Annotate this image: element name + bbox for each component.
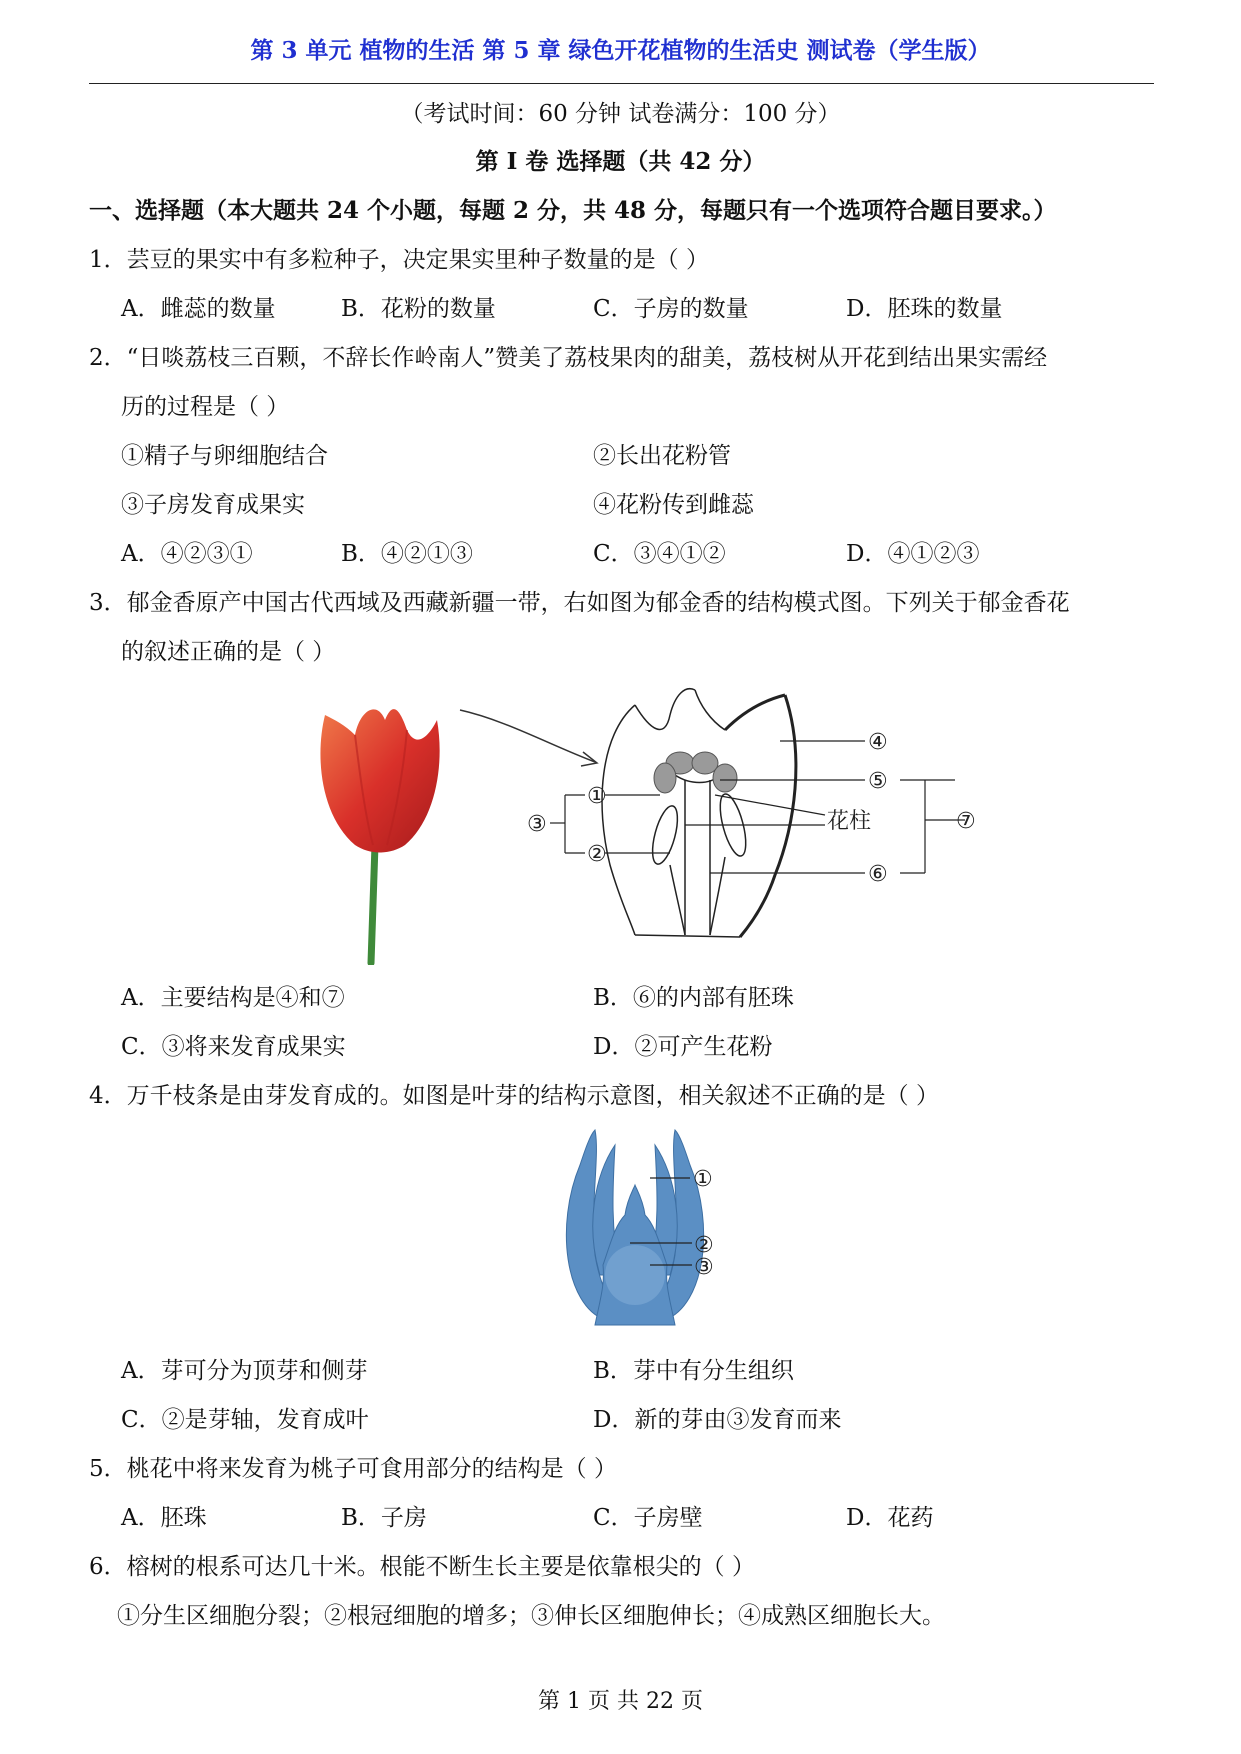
q5-option-d: D．花药 — [846, 1505, 934, 1531]
tulip-photo — [315, 695, 455, 965]
q2-option-a: A．④②③① — [121, 541, 253, 567]
part-title: 第 I 卷 选择题（共 42 分） — [475, 148, 766, 175]
question-1-stem: 1．芸豆的果实中有多粒种子，决定果实里种子数量的是（ ） — [89, 247, 709, 273]
q4-option-a: A．芽可分为顶芽和侧芽 — [121, 1358, 368, 1384]
q3-option-c: C．③将来发育成果实 — [121, 1034, 346, 1060]
question-2-stem-line1: 2．“日啖荔枝三百颗，不辞长作岭南人”赞美了荔枝果肉的甜美，荔枝树从开花到结出果实需经 — [89, 345, 1048, 371]
q5-option-b: B．子房 — [341, 1505, 427, 1531]
tulip-label-style: 花柱 — [827, 809, 872, 834]
q3-option-d: D．②可产生花粉 — [593, 1034, 773, 1060]
tulip-label-5: ⑤ — [868, 769, 888, 794]
page-footer: 第 1 页 共 22 页 — [538, 1689, 703, 1714]
question-5-stem: 5．桃花中将来发育为桃子可食用部分的结构是（ ） — [89, 1456, 617, 1482]
q2-item-1: ①精子与卵细胞结合 — [121, 443, 328, 469]
bud-label-3: ③ — [694, 1255, 714, 1280]
bud-label-2: ② — [694, 1233, 714, 1258]
bud-label-1: ① — [693, 1167, 713, 1192]
leaf-bud-diagram — [555, 1125, 735, 1330]
q6-item-line: ①分生区细胞分裂；②根冠细胞的增多；③伸长区细胞伸长；④成熟区细胞长大。 — [117, 1603, 945, 1629]
question-3-stem-line1: 3．郁金香原产中国古代西域及西藏新疆一带，右如图为郁金香的结构模式图。下列关于郁金香花 — [89, 590, 1070, 616]
tulip-label-7: ⑦ — [956, 809, 976, 834]
q1-option-c: C．子房的数量 — [593, 296, 749, 322]
question-2-stem-line2: 历的过程是（ ） — [121, 394, 290, 420]
section-title: 一、选择题（本大题共 24 个小题，每题 2 分，共 48 分，每题只有一个选项符合题目要求。） — [89, 197, 1057, 224]
q2-item-2: ②长出花粉管 — [593, 443, 731, 469]
q1-option-b: B．花粉的数量 — [341, 296, 496, 322]
q2-option-b: B．④②①③ — [341, 541, 473, 567]
tulip-label-4: ④ — [868, 730, 888, 755]
q4-option-c: C．②是芽轴，发育成叶 — [121, 1407, 369, 1433]
tulip-label-6: ⑥ — [868, 862, 888, 887]
tulip-label-1: ① — [587, 784, 607, 809]
header-rule — [89, 83, 1154, 84]
q1-option-a: A．雌蕊的数量 — [121, 296, 276, 322]
q5-option-c: C．子房壁 — [593, 1505, 703, 1531]
q3-option-a: A．主要结构是④和⑦ — [121, 985, 345, 1011]
q2-item-3: ③子房发育成果实 — [121, 492, 305, 518]
tulip-structure-diagram — [525, 675, 985, 965]
document-title: 第 3 单元 植物的生活 第 5 章 绿色开花植物的生活史 测试卷（学生版） — [250, 37, 991, 64]
q1-option-d: D．胚珠的数量 — [846, 296, 1003, 322]
question-6-stem: 6．榕树的根系可达几十米。根能不断生长主要是依靠根尖的（ ） — [89, 1554, 755, 1580]
question-3-stem-line2: 的叙述正确的是（ ） — [121, 639, 336, 665]
q3-option-b: B．⑥的内部有胚珠 — [593, 985, 794, 1011]
question-4-stem: 4．万千枝条是由芽发育成的。如图是叶芽的结构示意图，相关叙述不正确的是（ ） — [89, 1083, 939, 1109]
tulip-label-2: ② — [587, 842, 607, 867]
q2-item-4: ④花粉传到雌蕊 — [593, 492, 754, 518]
tulip-label-3: ③ — [527, 812, 547, 837]
q5-option-a: A．胚珠 — [121, 1505, 207, 1531]
exam-info: （考试时间：60 分钟 试卷满分：100 分） — [400, 101, 841, 127]
q4-option-b: B．芽中有分生组织 — [593, 1358, 794, 1384]
q2-option-c: C．③④①② — [593, 541, 726, 567]
q2-option-d: D．④①②③ — [846, 541, 980, 567]
q4-option-d: D．新的芽由③发育而来 — [593, 1407, 842, 1433]
